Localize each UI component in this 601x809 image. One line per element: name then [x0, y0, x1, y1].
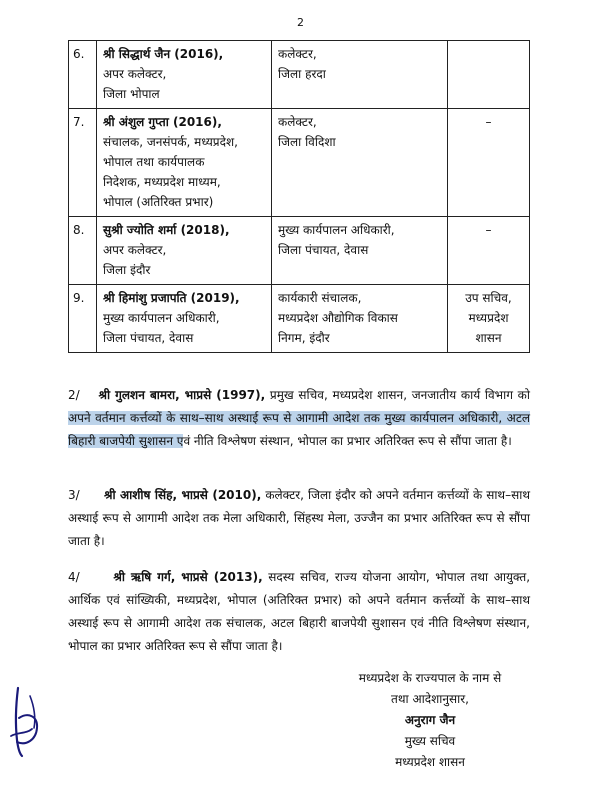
officer-detail: जिला पंचायत, देवास — [103, 331, 194, 345]
posting-cell — [272, 285, 448, 353]
officer-detail: जिला इंदौर — [103, 263, 151, 277]
paragraph-number: 3/ — [68, 488, 80, 502]
row-number: 7. — [69, 109, 97, 217]
paragraph-text: कलेक्टर, जिला इंदौर को अपने वर्तमान कर्त्तव्यों के साथ–साथ अस्थाई रूप से आगामी आदेश तक मेला अधिकारी, सिंहस्थ मेला, उज्जैन का प्रभार अतिरिक्त रूप से सौंपा जाता है। — [68, 488, 530, 548]
officer-name: श्री गुलशन बामरा, भाप्रसे (1997), — [98, 388, 266, 402]
signature-block — [330, 668, 530, 773]
signature-line-2: तथा आदेशानुसार, — [391, 692, 469, 706]
signatory-office: मध्यप्रदेश शासन — [395, 755, 465, 769]
posting-line: कार्यकारी संचालक, — [278, 291, 362, 305]
remark-cell — [448, 217, 530, 285]
posting-line: मुख्य कार्यपालन अधिकारी, — [278, 223, 395, 237]
officer-detail: संचालक, जनसंपर्क, मध्यप्रदेश, — [103, 135, 238, 149]
paragraph-text: प्रमुख सचिव, मध्यप्रदेश शासन, जनजातीय कार्य विभाग को — [265, 388, 530, 402]
signature-line-1: मध्यप्रदेश के राज्यपाल के नाम से — [358, 671, 502, 685]
row-number: 9. — [69, 285, 97, 353]
officer-name: श्री अंशुल गुप्ता (2016), — [103, 115, 222, 129]
signatory-designation: मुख्य सचिव — [404, 734, 456, 748]
posting-line: जिला विदिशा — [278, 135, 336, 149]
officer-detail: मुख्य कार्यपालन अधिकारी, — [103, 311, 220, 325]
officer-cell — [97, 285, 272, 353]
selected-text-highlight[interactable]: अपने वर्तमान कर्त्तव्यों के साथ–साथ अस्थाई रूप से आगामी आदेश तक मुख्य कार्यपालन अधिकारी, अटल बिहारी बाजपेयी सुशासन ए — [68, 411, 530, 448]
table-row — [69, 285, 530, 353]
officer-name: श्री आशीष सिंह, भाप्रसे (2010), — [103, 488, 262, 502]
row-number: 8. — [69, 217, 97, 285]
remark-line: – — [485, 223, 492, 237]
remark-line: उप सचिव, — [465, 291, 512, 305]
posting-line: मध्यप्रदेश औद्योगिक विकास — [278, 311, 398, 325]
order-paragraph-2 — [68, 384, 530, 453]
posting-line: निगम, इंदौर — [278, 331, 330, 345]
posting-line: जिला हरदा — [278, 67, 326, 81]
page-number: 2 — [297, 16, 304, 29]
posting-cell — [272, 109, 448, 217]
row-number: 6. — [69, 41, 97, 109]
officer-name: सुश्री ज्योति शर्मा (2018), — [103, 223, 230, 237]
table-row — [69, 109, 530, 217]
remark-cell — [448, 41, 530, 109]
table-row — [69, 41, 530, 109]
officer-name: श्री हिमांशु प्रजापति (2019), — [103, 291, 240, 305]
remark-cell — [448, 285, 530, 353]
posting-line: जिला पंचायत, देवास — [278, 243, 369, 257]
order-paragraph-3 — [68, 484, 530, 553]
officer-detail: अपर कलेक्टर, — [103, 243, 167, 257]
signatory-name: अनुराग जैन — [404, 713, 456, 727]
officer-detail: अपर कलेक्टर, — [103, 67, 167, 81]
officer-detail: भोपाल तथा कार्यपालक — [103, 155, 205, 169]
officer-detail: जिला भोपाल — [103, 87, 160, 101]
paragraph-text: सदस्य सचिव, राज्य योजना आयोग, भोपाल तथा आयुक्त, आर्थिक एवं सांख्यिकी, मध्यप्रदेश, भोपाल (अतिरिक्त प्रभार) को अपने वर्तमान कर्त्तव्यों के साथ–साथ अस्थाई रूप से आगामी आदेश तक संचालक, अटल बिहारी बाजपेयी सुशासन एवं नीति विश्लेषण संस्थान, भोपाल का प्रभार अतिरिक्त रूप से सौंपा जाता है। — [68, 570, 531, 653]
paragraph-text: वं नीति विश्लेषण संस्थान, भोपाल का प्रभार अतिरिक्त रूप से सौंपा जाता है। — [183, 434, 512, 448]
posting-line: कलेक्टर, — [278, 115, 317, 129]
remark-cell — [448, 109, 530, 217]
officer-cell — [97, 41, 272, 109]
handwritten-initials-icon — [6, 682, 46, 762]
officer-detail: निदेशक, मध्यप्रदेश माध्यम, — [103, 175, 221, 189]
remark-line: मध्यप्रदेश — [468, 311, 509, 325]
posting-cell — [272, 217, 448, 285]
officer-name: श्री ऋषि गर्ग, भाप्रसे (2013), — [113, 570, 263, 584]
officer-table — [68, 40, 530, 353]
remark-line: शासन — [475, 331, 502, 345]
officer-name: श्री सिद्धार्थ जैन (2016), — [103, 47, 224, 61]
officer-detail: भोपाल (अतिरिक्त प्रभार) — [103, 195, 214, 209]
paragraph-number: 2/ — [68, 388, 80, 402]
order-paragraph-4 — [68, 566, 530, 658]
posting-cell — [272, 41, 448, 109]
posting-line: कलेक्टर, — [278, 47, 317, 61]
officer-cell — [97, 109, 272, 217]
table-row — [69, 217, 530, 285]
remark-line: – — [485, 115, 492, 129]
officer-cell — [97, 217, 272, 285]
paragraph-number: 4/ — [68, 570, 80, 584]
